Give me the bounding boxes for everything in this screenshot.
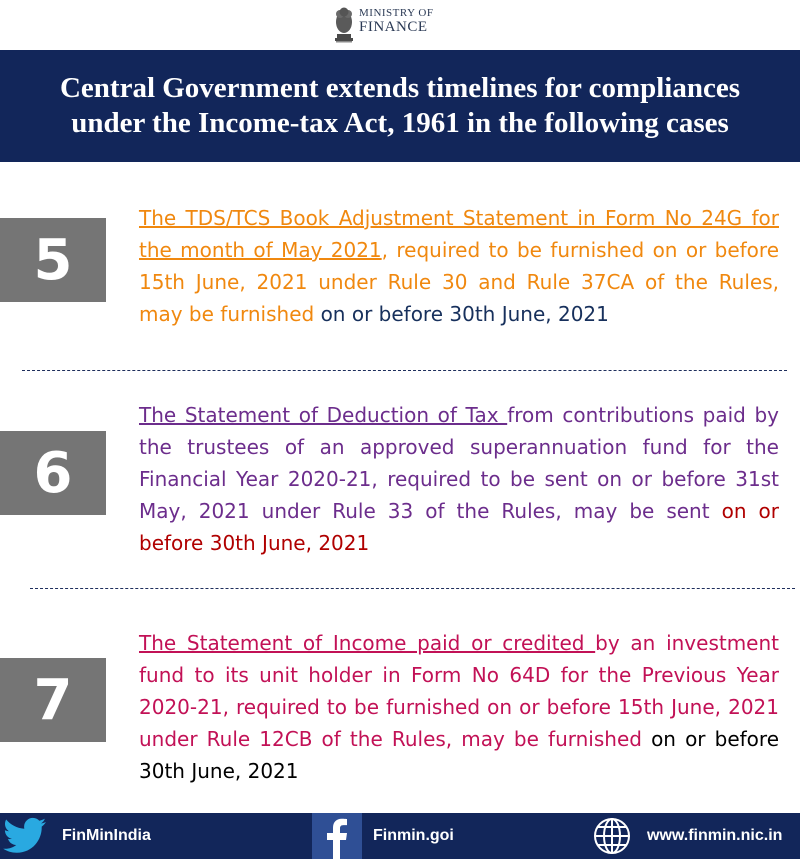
item-7-text	[139, 627, 779, 787]
twitter-handle-label: FinMinIndia	[62, 827, 151, 844]
website-link-label: www.finmin.nic.in	[647, 827, 783, 844]
title-banner	[0, 50, 800, 162]
divider-2	[30, 588, 795, 589]
logo-line-ministry: MINISTRY OF	[359, 7, 434, 19]
item-7-deadline: on or before 30th June, 2021	[139, 727, 779, 783]
national-emblem-icon	[331, 4, 357, 44]
item-7-body: by an investment fund to its unit holder in Form No 64D for the Previous Year 2020-21, required to be furnished on or before 15th June, 2021 under Rule 12CB of the Rules, may be furnished	[139, 631, 780, 751]
item-6-text	[139, 399, 779, 559]
item-5-text	[139, 202, 779, 330]
item-5-deadline: on or before 30th June, 2021	[320, 302, 609, 326]
globe-icon[interactable]	[590, 816, 634, 856]
item-number-7: 7	[0, 658, 106, 742]
twitter-icon[interactable]	[0, 811, 50, 859]
item-5-subject: The TDS/TCS Book Adjustment Statement in Form No 24G for the month of May 2021	[139, 206, 779, 262]
item-number-6: 6	[0, 431, 106, 515]
item-6-body: from contributions paid by the trustees of an approved superannuation fund for the Financial Year 2020-21, required to be sent on or before 31st May, 2021 under Rule 33 of the Rules, may be sent	[139, 403, 779, 523]
item-6-subject: The Statement of Deduction of Tax	[139, 403, 508, 427]
website-link[interactable]	[647, 813, 782, 859]
facebook-page[interactable]	[373, 813, 454, 859]
page-title-line-1: Central Government extends timelines for compliances	[59, 72, 741, 104]
ministry-logo	[331, 4, 451, 46]
twitter-handle[interactable]	[62, 813, 151, 859]
divider-1	[22, 370, 787, 371]
facebook-page-label: Finmin.goi	[373, 827, 454, 844]
item-7-subject: The Statement of Income paid or credited	[139, 631, 596, 655]
page-title-line-2: under the Income-tax Act, 1961 in the following cases	[71, 107, 729, 139]
facebook-f-icon	[312, 813, 362, 859]
footer-bar	[0, 813, 800, 859]
facebook-icon[interactable]	[312, 813, 362, 859]
item-5-body: , required to be furnished on or before 15th June, 2021 under Rule 30 and Rule 37CA of the Rules, may be furnished	[139, 238, 780, 326]
item-6-deadline: on or before 30th June, 2021	[139, 499, 779, 555]
logo-line-finance: FINANCE	[359, 19, 428, 35]
item-number-5: 5	[0, 218, 106, 302]
